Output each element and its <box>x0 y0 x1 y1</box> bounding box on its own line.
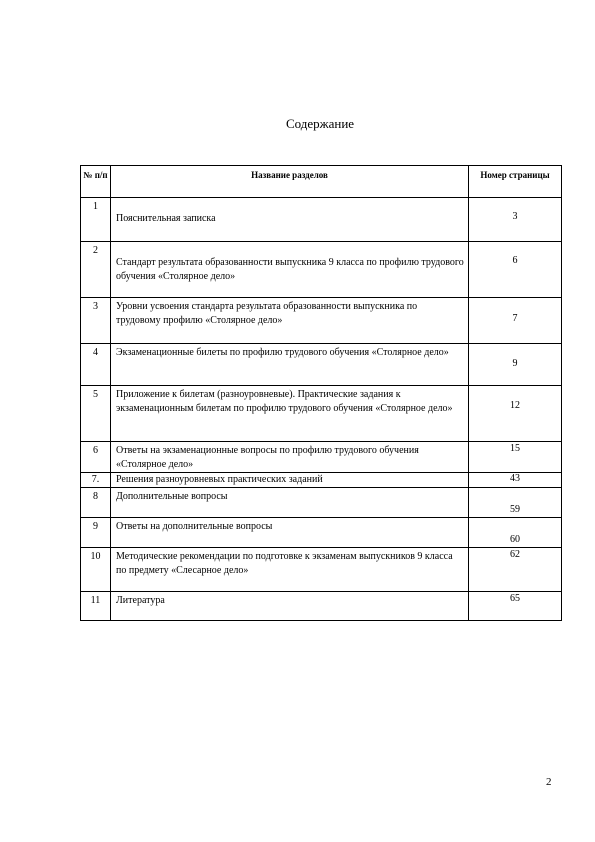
row-number: 8 <box>81 488 111 518</box>
contents-table <box>80 165 562 621</box>
row-number: 11 <box>81 592 111 621</box>
row-section-name: Дополнительные вопросы <box>111 488 469 518</box>
row-number: 7. <box>81 473 111 488</box>
row-section-name <box>111 198 469 242</box>
row-page <box>469 344 562 386</box>
table-row <box>81 592 562 621</box>
row-section-text: Стандарт результата образованности выпускника 9 класса по профилю трудового обучения «Столярное дело» <box>116 257 464 282</box>
row-section-text: Пояснительная записка <box>116 213 216 224</box>
row-page-text: 9 <box>512 358 518 369</box>
header-number: № п/п <box>81 166 111 198</box>
header-section-name: Название разделов <box>111 166 469 198</box>
table-row <box>81 518 562 548</box>
table-row <box>81 548 562 592</box>
row-section-name: Приложение к билетам (разноуровневые). Практические задания к экзаменационным билетам по профилю трудового обучения «Столярное дело» <box>111 386 469 442</box>
row-page-text: 59 <box>510 504 520 515</box>
row-page <box>469 198 562 242</box>
row-section-name: Литература <box>111 592 469 621</box>
table-row <box>81 298 562 344</box>
row-section-name <box>111 242 469 298</box>
table-row <box>81 242 562 298</box>
table-row <box>81 488 562 518</box>
row-section-name: Решения разноуровневых практических заданий <box>111 473 469 488</box>
row-section-name: Методические рекомендации по подготовке к экзаменам выпускников 9 класса по предмету «Слесарное дело» <box>111 548 469 592</box>
row-page-text: 12 <box>510 400 520 411</box>
row-page-text: 3 <box>512 211 518 222</box>
table-header-row <box>81 166 562 198</box>
row-number: 3 <box>81 298 111 344</box>
row-page: 62 <box>469 548 562 592</box>
header-page-number: Номер страницы <box>469 166 562 198</box>
row-number: 2 <box>81 242 111 298</box>
row-number: 10 <box>81 548 111 592</box>
row-number: 5 <box>81 386 111 442</box>
row-number: 6 <box>81 442 111 473</box>
page-title: Содержание <box>285 116 355 131</box>
row-section-name: Ответы на дополнительные вопросы <box>111 518 469 548</box>
row-page <box>469 386 562 442</box>
row-number: 9 <box>81 518 111 548</box>
row-section-name: Ответы на экзаменационные вопросы по профилю трудового обучения «Столярное дело» <box>111 442 469 473</box>
row-page-text: 7 <box>512 313 518 324</box>
table-row <box>81 386 562 442</box>
page-number: 2 <box>546 776 552 788</box>
table-row <box>81 473 562 488</box>
table-row <box>81 442 562 473</box>
row-page-text: 60 <box>510 534 520 545</box>
row-section-name: Экзаменационные билеты по профилю трудового обучения «Столярное дело» <box>111 344 469 386</box>
row-page <box>469 488 562 518</box>
row-page: 15 <box>469 442 562 473</box>
row-page <box>469 298 562 344</box>
table-row <box>81 198 562 242</box>
row-page: 43 <box>469 473 562 488</box>
row-page <box>469 242 562 298</box>
row-number: 4 <box>81 344 111 386</box>
row-page <box>469 518 562 548</box>
row-page: 65 <box>469 592 562 621</box>
row-number: 1 <box>81 198 111 242</box>
row-page-text: 6 <box>512 255 518 266</box>
row-section-name: Уровни усвоения стандарта результата образованности выпускника по трудовому профилю «Столярное дело» <box>111 298 469 344</box>
table-row <box>81 344 562 386</box>
